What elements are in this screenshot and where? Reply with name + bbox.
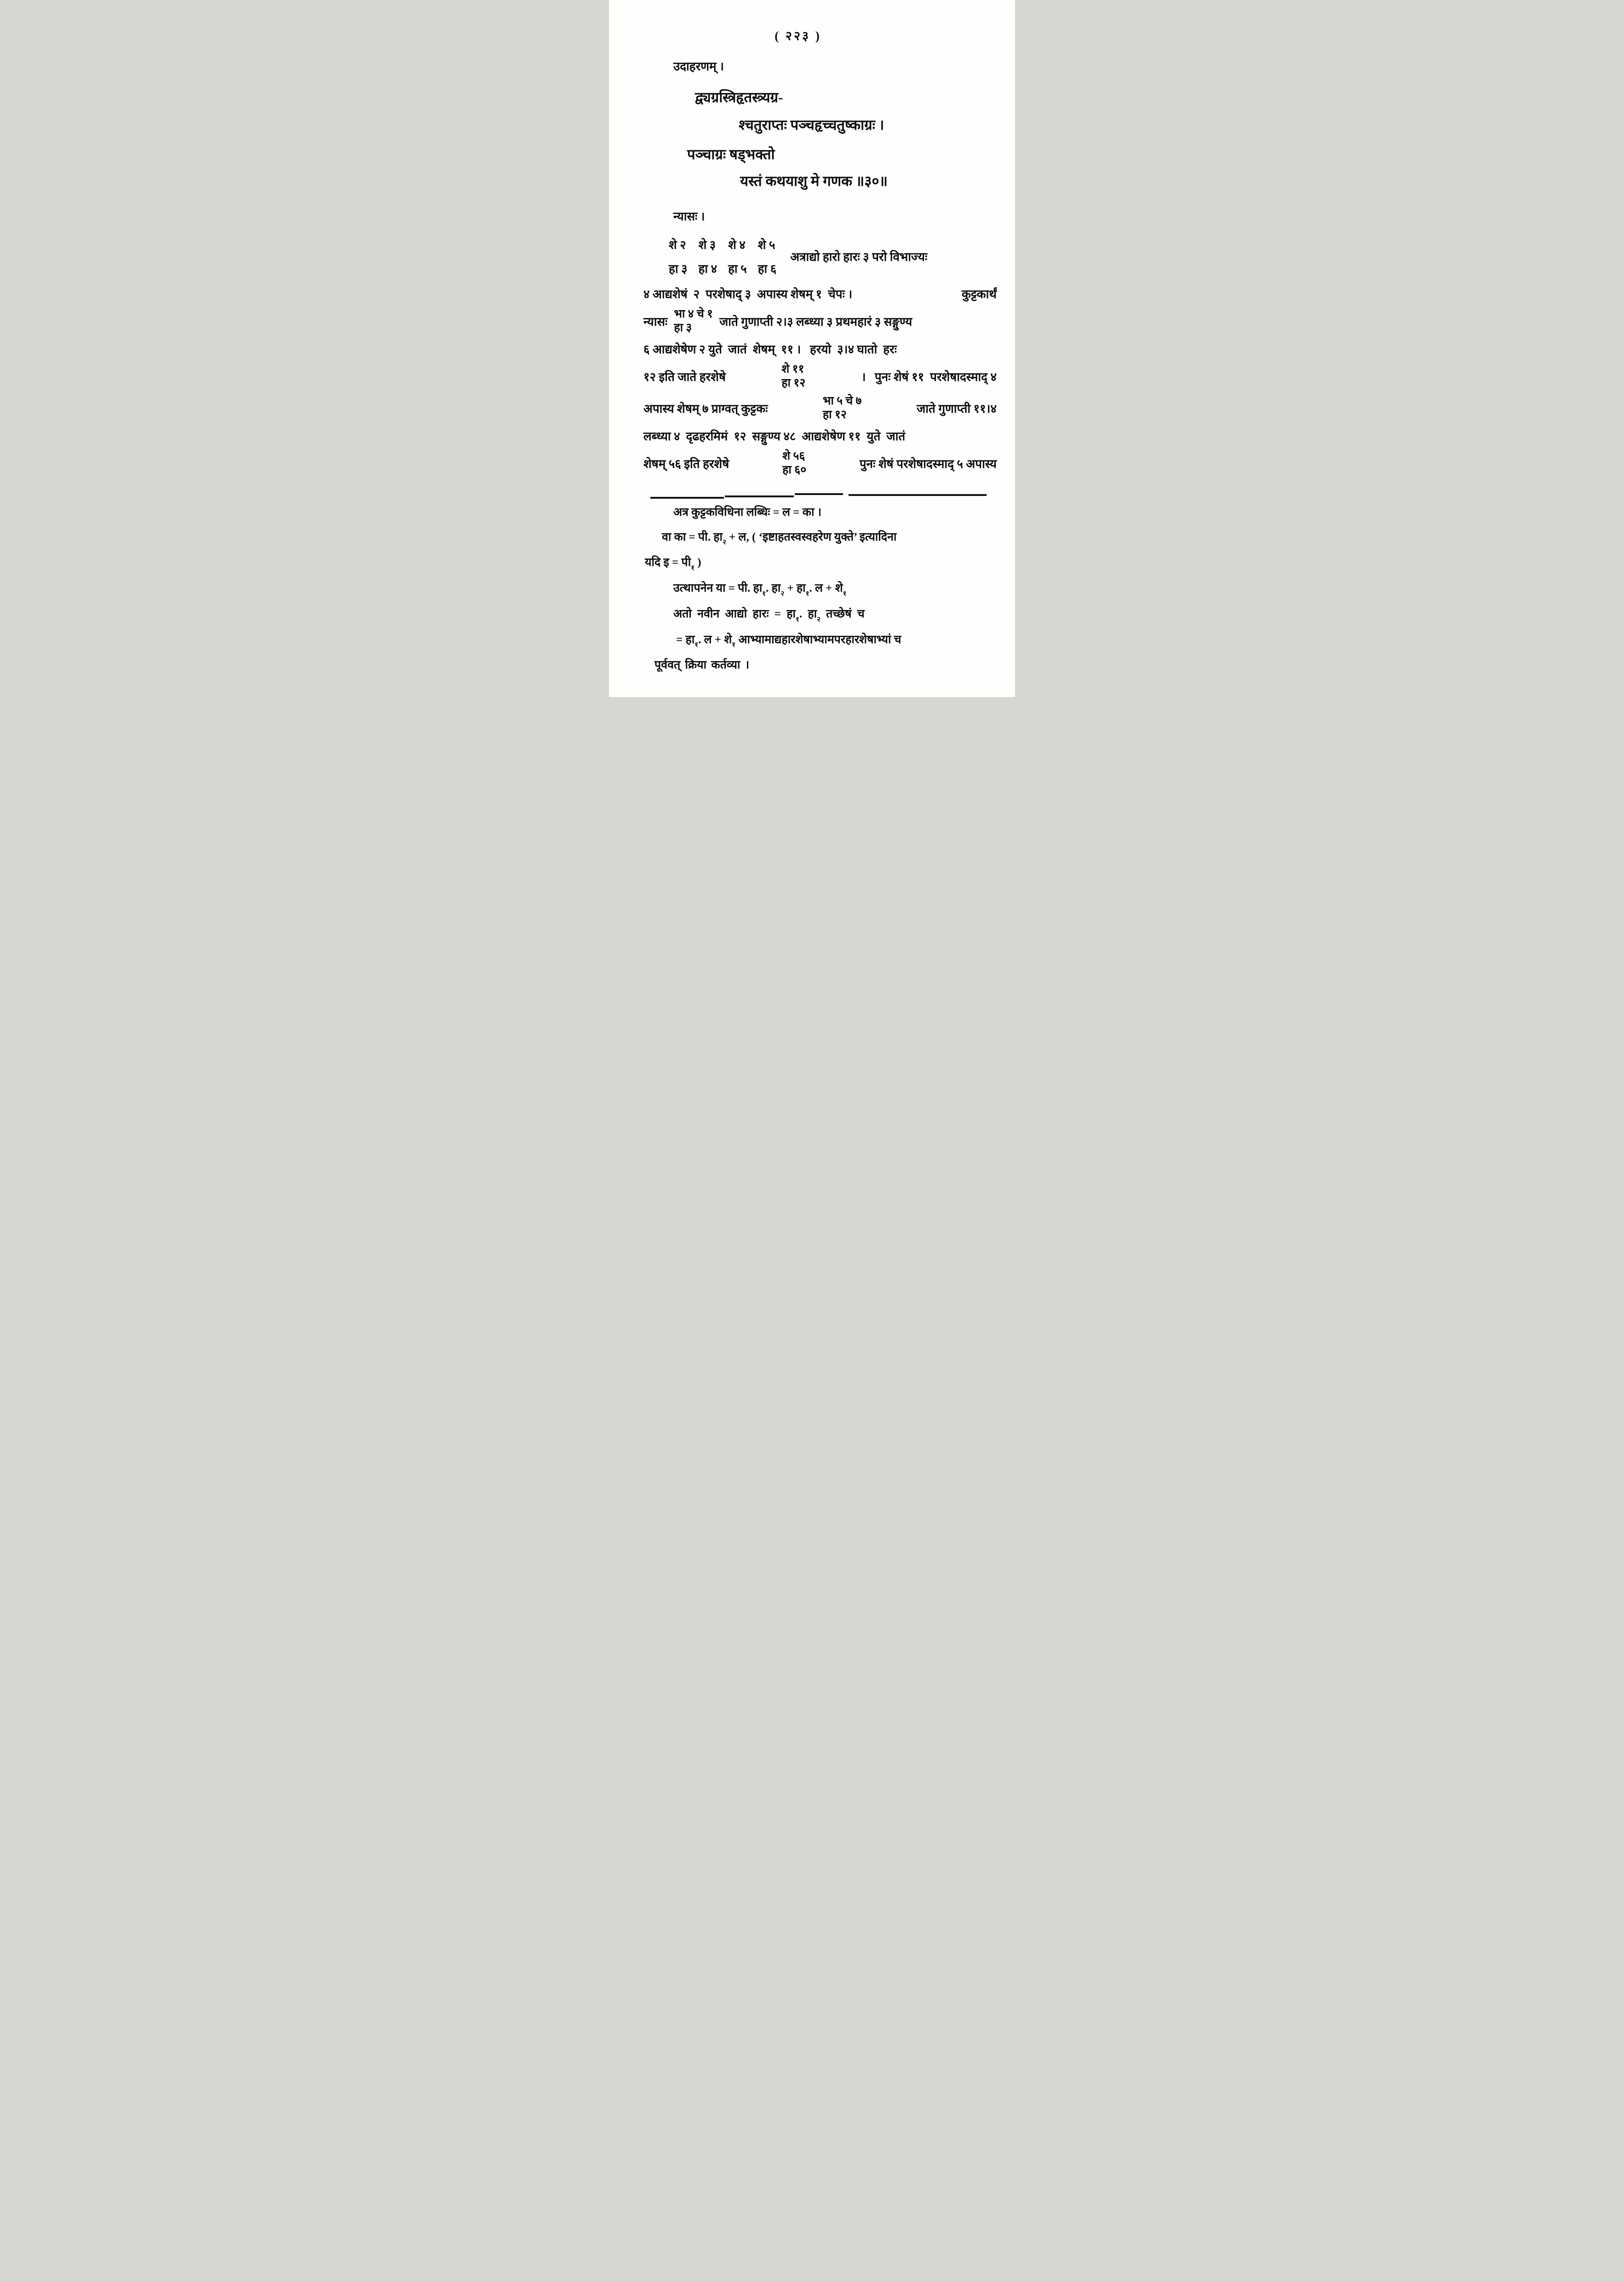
text-segment: वा का = पी. हा [662,530,723,543]
divider-segment [650,497,724,499]
table-cell: शे २ [669,238,686,252]
text-segment: आभ्यामाद्यहारशेषाभ्यामपरहारशेषाभ्यां च [735,633,901,646]
text-segment: . ल + शे [809,582,843,595]
text-segment: न्यासः [643,315,668,329]
text-segment: कुट्टकार्थं [962,288,997,301]
footnote-line [676,632,997,650]
stacked-fraction-row: भा ५ चे ७ [822,395,862,408]
footnote-divider [650,491,997,496]
verse-line: पञ्चाग्रः षड्भक्तो [687,146,775,163]
verse-line: द्व्यग्रस्त्रिहृतस्त्र्यग्र- [695,89,783,105]
body-line [643,394,997,422]
nyasa-label: न्यासः । [673,210,705,224]
stacked-fraction-row: हा ६० [782,464,807,477]
text-segment: शेषम् ५६ इति हरशेषे [643,457,729,471]
table-cell: शे ५ [757,238,775,252]
text-segment: . हा [799,607,817,620]
text-segment: अतो नवीन आद्यो हारः = हा [673,607,796,620]
table-cell: हा ६ [757,262,777,276]
text-segment: ४ आद्यशेषं २ परशेषाद् ३ अपास्य शेषम् १ चेपः । [643,288,853,301]
subscript-digit: १ [691,564,695,572]
table-side-text: अत्राद्यो हारो हारः ३ परो विभाज्यः [790,250,928,264]
text-segment: उत्थापनेन या = पी. हा [673,582,763,595]
text-segment: । पुनः शेषं ११ परशेषादस्माद् ४ [861,370,997,384]
stacked-fraction-row: भा ४ चे १ [674,308,713,321]
text-segment: ) [694,556,701,569]
text-segment: लब्ध्या ४ दृढहरमिमं १२ सङ्गुण्य ४८ आद्यशेषेण ११ युते जातं [643,430,906,444]
layout-table-block [669,236,997,276]
subscript-digit: २ [722,539,726,547]
footnote-line [673,606,997,624]
text-segment: . हा [766,582,781,595]
body-line [643,307,997,335]
stacked-fraction-row: हा १२ [822,409,847,421]
table-cell: शे ४ [728,238,746,252]
subscript-digit: १ [843,590,847,598]
text-segment: जाते गुणाप्ती २।३ लब्ध्या ३ प्रथमहारं ३ सङ्गुण्य [719,315,912,329]
verse-block [643,90,997,189]
subscript-digit: १ [694,641,699,649]
footnote-line [654,657,997,674]
section-label: उदाहरणम् । [673,60,724,73]
stacked-fraction-row: हा १२ [781,377,806,390]
divider-segment [849,494,987,496]
footnote-block [643,504,997,674]
subscript-digit: २ [780,590,785,598]
body-line [643,449,997,477]
text-segment: + हा [784,582,806,595]
stacked-fraction-row: शे ११ [781,363,804,376]
scanned-page [609,0,1015,697]
subscript-digit: २ [817,616,821,623]
layout-table [669,236,776,276]
footnote-line [645,554,997,572]
footnote-line [673,580,997,598]
text-segment: पुनः शेषं परशेषादस्माद् ५ अपास्य [859,457,997,471]
subscript-digit: १ [762,590,766,598]
divider-segment [795,493,843,495]
stacked-fraction [781,363,805,390]
table-cell: शे ३ [698,238,716,252]
footnote-line [673,504,997,521]
table-cell: हा ३ [669,262,688,276]
table-cell: हा ५ [728,262,747,276]
body-line [643,284,997,303]
footnote-line [662,529,997,547]
verse-line: श्चतुराप्तः पञ्चहृच्चतुष्काग्रः । [739,117,884,133]
stacked-fraction-row: हा ३ [674,322,692,334]
body-block [643,284,997,477]
subscript-digit: १ [796,616,799,623]
verse-line: यस्तं कथयाशु मे गणक ॥३०॥ [740,173,888,190]
text-segment: अत्र कुट्टकविधिना लब्धिः = ल = का । [673,506,822,519]
text-segment: अपास्य शेषम् ७ प्राग्वत् कुट्टकः [643,402,768,416]
body-line [643,339,997,358]
stacked-fraction-row: शे ५६ [782,450,805,463]
subscript-digit: १ [732,641,736,649]
text-segment: तच्छेषं च [820,607,865,620]
text-segment: . ल + शे [698,633,732,646]
subscript-digit: १ [805,590,809,598]
text-segment: पूर्ववत् क्रिया कर्तव्या । [654,659,750,672]
text-segment: ६ आद्यशेषेण २ युते जातं शेषम् ११ । हरयो ३।४ घातो हरः [643,343,897,357]
text-segment: जाते गुणाप्ती ११।४ [916,402,997,416]
text-segment: यदि इ = पी [645,556,691,569]
stacked-fraction [782,449,806,477]
body-line [643,426,997,445]
stacked-fraction [823,394,862,422]
text-segment: + ल, ( ‘इष्टाहतस्वस्वहरेण युक्ते’ इत्यादिना [726,530,897,543]
divider-segment [725,495,794,497]
text-segment: १२ इति जाते हरशेषे [643,370,726,384]
page-number-header: ( २२३ ) [775,29,821,43]
table-cell: हा ४ [698,262,717,276]
body-line [643,363,997,390]
stacked-fraction [674,307,713,335]
text-segment: = हा [676,633,695,646]
